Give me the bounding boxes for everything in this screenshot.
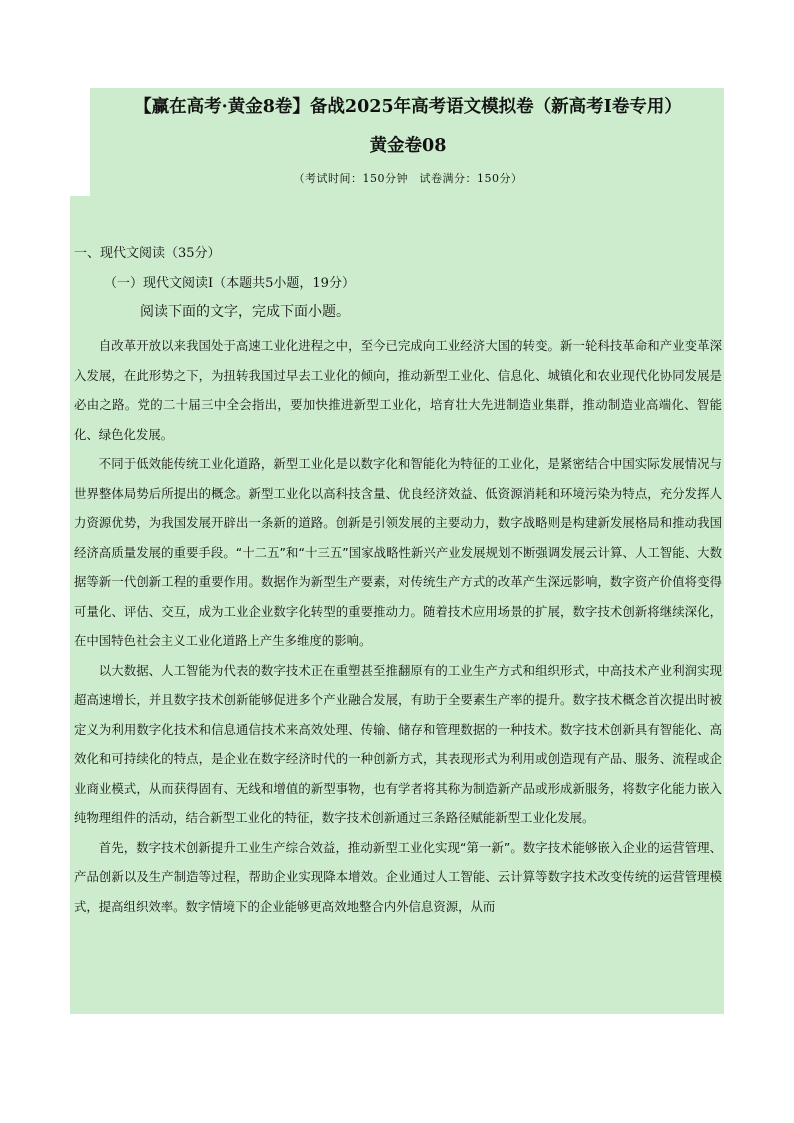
subsection-heading: （一）现代文阅读Ⅰ（本题共5小题，19分） xyxy=(104,276,355,291)
reading-instruction: 阅读下面的文字，完成下面小题。 xyxy=(140,304,350,320)
article-paragraph: 不同于低效能传统工业化道路，新型工业化是以数字化和智能化为特征的工业化，是紧密结合中国实际发展情况与世界整体局势后所提出的概念。新型工业化以高科技含量、优良经济效益、低资源消耗和环境污染为特点，充分发挥人力资源优势，为我国发展开辟出一条新的道路。创新是引领发展的主要动力，数字战略则是构建新发展格局和推动我国经济高质量发展的重要手段。“十二五”和“十三五”国家战略性新兴产业发展规划不断强调发展云计算、人工智能、大数据等新一代创新工程的重要作用。数据作为新型生产要素，对传统生产方式的改革产生深远影响，数字资产价值将变得可量化、评估、交互，成为工业企业数字化转型的重要推动力。随着技术应用场景的扩展，数字技术创新将继续深化，在中国特色社会主义工业化道路上产生多维度的影响。 xyxy=(74,456,722,648)
section-heading: 一、现代文阅读（35分） xyxy=(74,246,221,261)
article-paragraph: 自改革开放以来我国处于高速工业化进程之中，至今已完成向工业经济大国的转变。新一轮科技革命和产业变革深入发展，在此形势之下，为扭转我国过早去工业化的倾向，推动新型工业化、信息化、城镇化和农业现代化协同发展是必由之路。党的二十届三中全会指出，要加快推进新型工业化，培育壮大先进制造业集群，推动制造业高端化、智能化、绿色化发展。 xyxy=(74,338,722,442)
article-body xyxy=(74,331,722,921)
article-paragraph: 首先，数字技术创新提升工业生产综合效益，推动新型工业化实现“第一新”。数字技术能够嵌入企业的运营管理、产品创新以及生产制造等过程，帮助企业实现降本增效。企业通过人工智能、云计算等数字技术改变传统的运营管理模式，提高组织效率。数字情境下的企业能够更高效地整合内外信息资源，从而 xyxy=(74,839,722,914)
document-title: 【赢在高考·黄金8卷】备战2025年高考语文模拟卷（新高考Ⅰ卷专用） xyxy=(134,97,682,117)
exam-info: （考试时间：150分钟 试卷满分：150分） xyxy=(293,172,523,185)
page-margin xyxy=(70,88,90,196)
article-paragraph: 以大数据、人工智能为代表的数字技术正在重塑甚至推翻原有的工业生产方式和组织形式，中高技术产业利润实现超高速增长，并且数字技术创新能够促进多个产业融合发展，有助于全要素生产率的提升。数字技术概念首次提出时被定义为利用数字化技术和信息通信技术来高效处理、传输、储存和管理数据的一种技术。数字技术创新具有智能化、高效化和可持续化的特点，是企业在数字经济时代的一种创新方式，其表现形式为利用或创造现有产品、服务、流程或企业商业模式，从而获得固有、无线和增值的新型事物，也有学者将其称为制造新产品或形成新服务，将数字化能力嵌入纯物理组件的活动，结合新型工业化的特征，数字技术创新通过三条路径赋能新型工业化发展。 xyxy=(74,662,722,825)
document-subtitle: 黄金卷08 xyxy=(369,136,447,156)
